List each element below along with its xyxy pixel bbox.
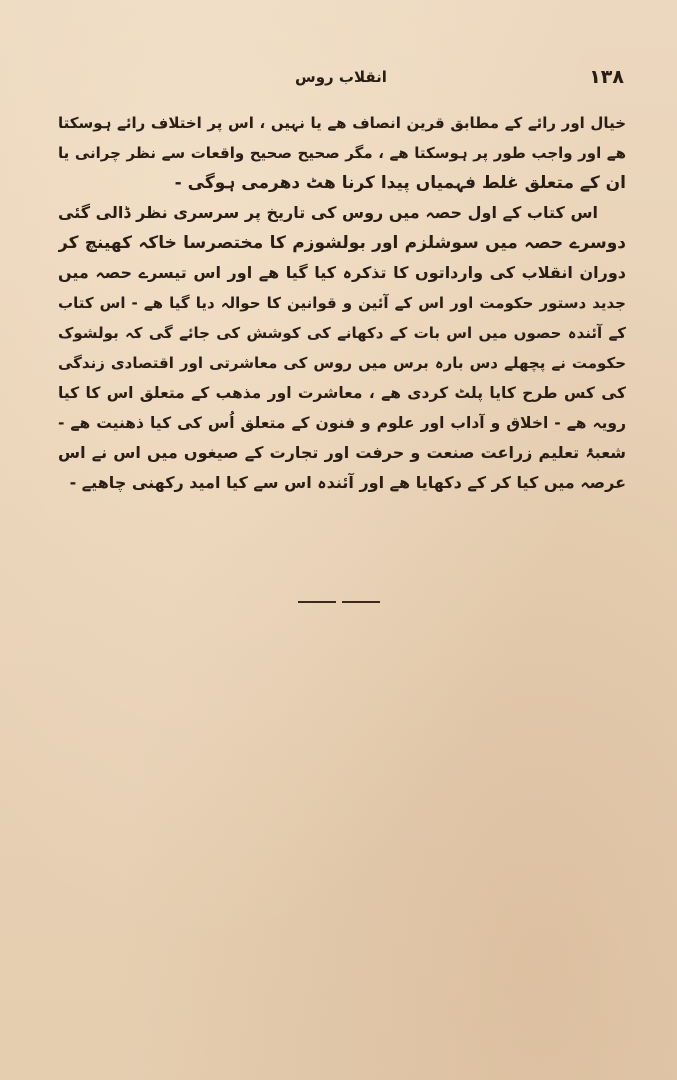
text-line: کی کس طرح کایا پلٹ کردی ھے ، معاشرت اور مذھب کے متعلق اس کا کیا xyxy=(58,384,626,402)
running-title: انقلاب روس xyxy=(295,68,387,86)
text-line: اس کتاب کے اول حصہ میں روس کی تاریخ پر سرسری نظر ڈالی گئی xyxy=(58,203,598,222)
body-text xyxy=(58,108,626,498)
page-number: ۱۳۸ xyxy=(589,66,624,88)
text-line: شعبۂ تعلیم زراعت صنعت و حرفت اور تجارت کے صیغوں میں اس نے اس xyxy=(58,443,626,462)
divider-dash xyxy=(342,601,380,603)
text-line: دوسرے حصہ میں سوشلزم اور بولشوزم کا مختصرسا خاکہ کھینچ کر xyxy=(58,233,626,253)
text-line: حکومت نے پچھلے دس بارہ برس میں روس کی معاشرتی اور اقتصادی زندگی xyxy=(58,354,626,372)
divider-dash xyxy=(298,601,336,603)
text-line: خیال اور رائے کے مطابق قرین انصاف ھے یا نہیں ، اس پر اختلاف رائے ہوسکتا xyxy=(58,114,626,132)
text-line: ان کے متعلق غلط فہمیاں پیدا کرنا ھٹ دھرمی ہوگی - xyxy=(174,173,626,193)
text-line: کے آئندہ حصوں میں اس بات کے دکھانے کی کوشش کی جائے گی کہ بولشوک xyxy=(58,324,626,342)
paragraph xyxy=(58,198,626,498)
text-line: دوران انقلاب کی وارداتوں کا تذکرہ کیا گیا ھے اور اس تیسرے حصہ میں xyxy=(58,263,626,282)
text-line: عرصہ میں کیا کر کے دکھایا ھے اور آئندہ اس سے کیا امید رکھنی چاھیے - xyxy=(69,473,626,492)
section-divider xyxy=(298,600,380,604)
text-line: رویہ ھے - اخلاق و آداب اور علوم و فنون کے متعلق اُس کی کیا ذھنیت ھے - xyxy=(58,414,626,432)
text-line: جدید دستور حکومت اور اس کے آئین و قوانین کا حوالہ دیا گیا ھے - اس کتاب xyxy=(58,294,626,312)
paragraph xyxy=(58,108,626,198)
text-line: ھے اور واجب طور پر ہوسکتا ھے ، مگر صحیح صحیح واقعات سے نظر چرانی یا xyxy=(58,144,626,162)
page-header xyxy=(58,66,624,92)
